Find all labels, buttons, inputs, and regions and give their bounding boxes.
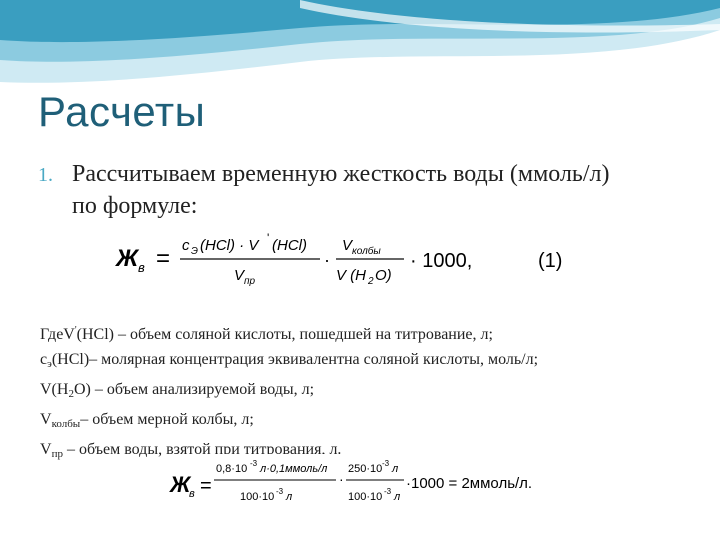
formula2-num2-rest: л [392,463,399,475]
formula2-lhs-sub: в [189,488,195,500]
formula2-num1-rest: л·0,1ммоль/л [260,463,328,475]
formula1-den2-tail: O) [375,267,392,284]
svg-text:=: = [156,245,171,272]
svg-text:·: · [324,250,330,270]
formula2-result: ·1000 = 2ммоль/л. [406,475,533,492]
definitions-block [40,318,700,467]
list-item-text: Рассчитываем временную жесткость воды (ммоль/л) по формуле: [72,161,610,219]
formula2-den1-rest: л [286,491,293,503]
formula1-num2: V [342,237,353,254]
formula2-num2-exp: -3 [382,459,390,468]
formula1-den1: V [234,267,245,284]
formula1-num2-sub: колбы [352,246,381,257]
formula2-den1: 100·10 [240,491,275,503]
definition-line: $V_{пр}$ – объем воды, взятой при титрования, л. [40,441,342,460]
formula-hardness-general [112,222,592,296]
formula2-den2: 100·10 [348,491,383,503]
definition-line: $c_э(HCl)-$ молярная концентрация эквивалентна соляной кислоты, моль/л; [40,351,539,370]
formula2-den2-rest: л [394,491,401,503]
formula2-num1: 0,8·10 [216,463,248,475]
formula1-num1-sub: Э [191,246,198,257]
formula1-lhs: Ж [116,245,139,272]
formula2-num2: 250·10 [348,463,383,475]
formula1-number: (1) [538,250,563,272]
formula2-num1-exp: -3 [250,459,258,468]
formula2-den2-exp: -3 [384,487,392,496]
svg-text:·: · [339,471,344,487]
formula1-den2-sub: 2 [368,276,374,287]
definition-line: ГдеV'(HCl) – объем соляной кислоты, пошедшей на титрование, л; [40,325,493,343]
formula1-den1-sub: пр [244,276,256,287]
header-wave-decoration [0,0,720,90]
formula1-num1-rest: (HCl) · V [200,237,259,254]
slide-title: Расчеты [38,88,206,135]
formula1-num1-sup: ' [267,231,270,245]
formula-hardness-calculation [168,454,533,516]
definition-line: $V_{колбы}-$ объем мерной колбы, л; [40,411,254,430]
formula2-lhs: Ж [170,472,191,497]
formula1-num1: c [182,237,190,254]
formula1-tail: · 1000, [410,250,473,272]
svg-text:=: = [200,475,212,497]
list-number: 1. [38,164,53,186]
formula1-den2: V (H [336,267,366,284]
definition-line: $V(H_2O)$ – объем анализируемой воды, л; [40,381,315,400]
formula1-lhs-sub: в [138,260,145,275]
formula1-num1-tail: (HCl) [272,237,307,254]
formula2-den1-exp: -3 [276,487,284,496]
